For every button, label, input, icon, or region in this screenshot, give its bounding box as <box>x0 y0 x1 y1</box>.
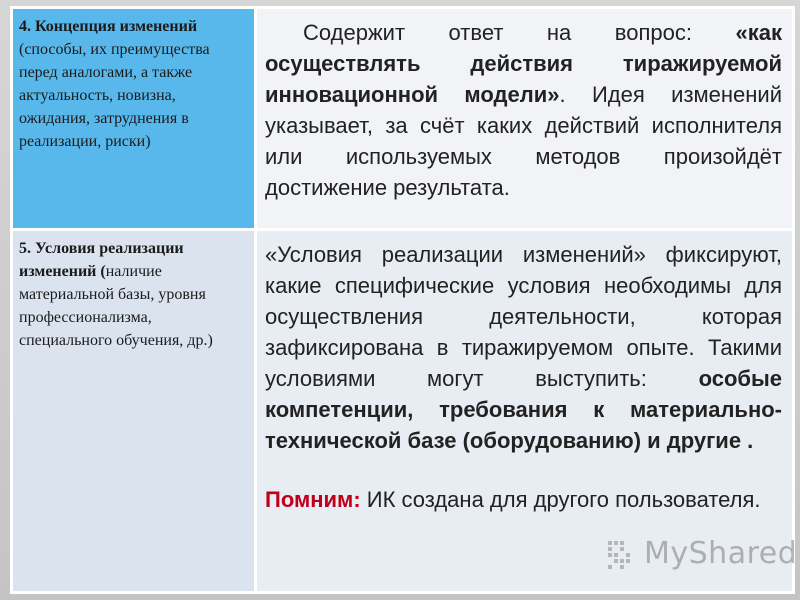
row-conditions-details: наличие материальной базы, уровня профессионализма, специального обучения, др.) <box>19 263 213 349</box>
table-row-concept <box>12 8 794 230</box>
row-conditions-number: 5. <box>19 240 31 257</box>
row-concept-title: Концепция изменений <box>35 18 198 35</box>
row-conditions-paren: ( <box>96 263 106 280</box>
row-conditions-text-main: «Условия реализации изменений» фиксируют, какие специфические условия необходимы для осуществления деятельности, которая зафиксирована в тиражируемом опыте. Такими условиями могут выступить: <box>265 242 782 391</box>
row-concept-details: (способы, их преимущества перед аналогами, а также актуальность, новизна, ожидания, затруднения в реализации, риски) <box>19 41 210 150</box>
row-conditions-label-cell <box>12 230 256 593</box>
row-conditions-title: Условия реализации изменений <box>19 240 184 280</box>
row-concept-text-question: «как осуществлять действия тиражируемой инновационной модели» <box>265 20 782 107</box>
row-conditions-content <box>257 231 792 521</box>
table-row-conditions <box>12 230 794 593</box>
row-concept-text-rest: . Идея изменений указывает, за счёт каких действий исполнителя или используемых методов произойдёт достижение результата. <box>265 82 782 200</box>
row-concept-label <box>13 9 254 159</box>
row-conditions-label <box>13 231 254 358</box>
row-concept-label-cell <box>12 8 256 230</box>
row-conditions-text-bold: особые компетенции, требования к материально-технической базе (оборудованию) и другие . <box>265 366 782 453</box>
remember-text: ИК создана для другого пользователя. <box>360 487 761 512</box>
row-concept-content-cell <box>256 8 794 230</box>
row-concept-text-intro: Содержит ответ на вопрос: <box>303 20 736 45</box>
remember-label: Помним: <box>265 487 361 512</box>
watermark-text: MyShared <box>644 536 798 571</box>
concept-table <box>10 6 798 594</box>
row-conditions-content-cell <box>256 230 794 593</box>
row-concept-number: 4. <box>19 18 31 35</box>
row-concept-content <box>257 9 792 209</box>
